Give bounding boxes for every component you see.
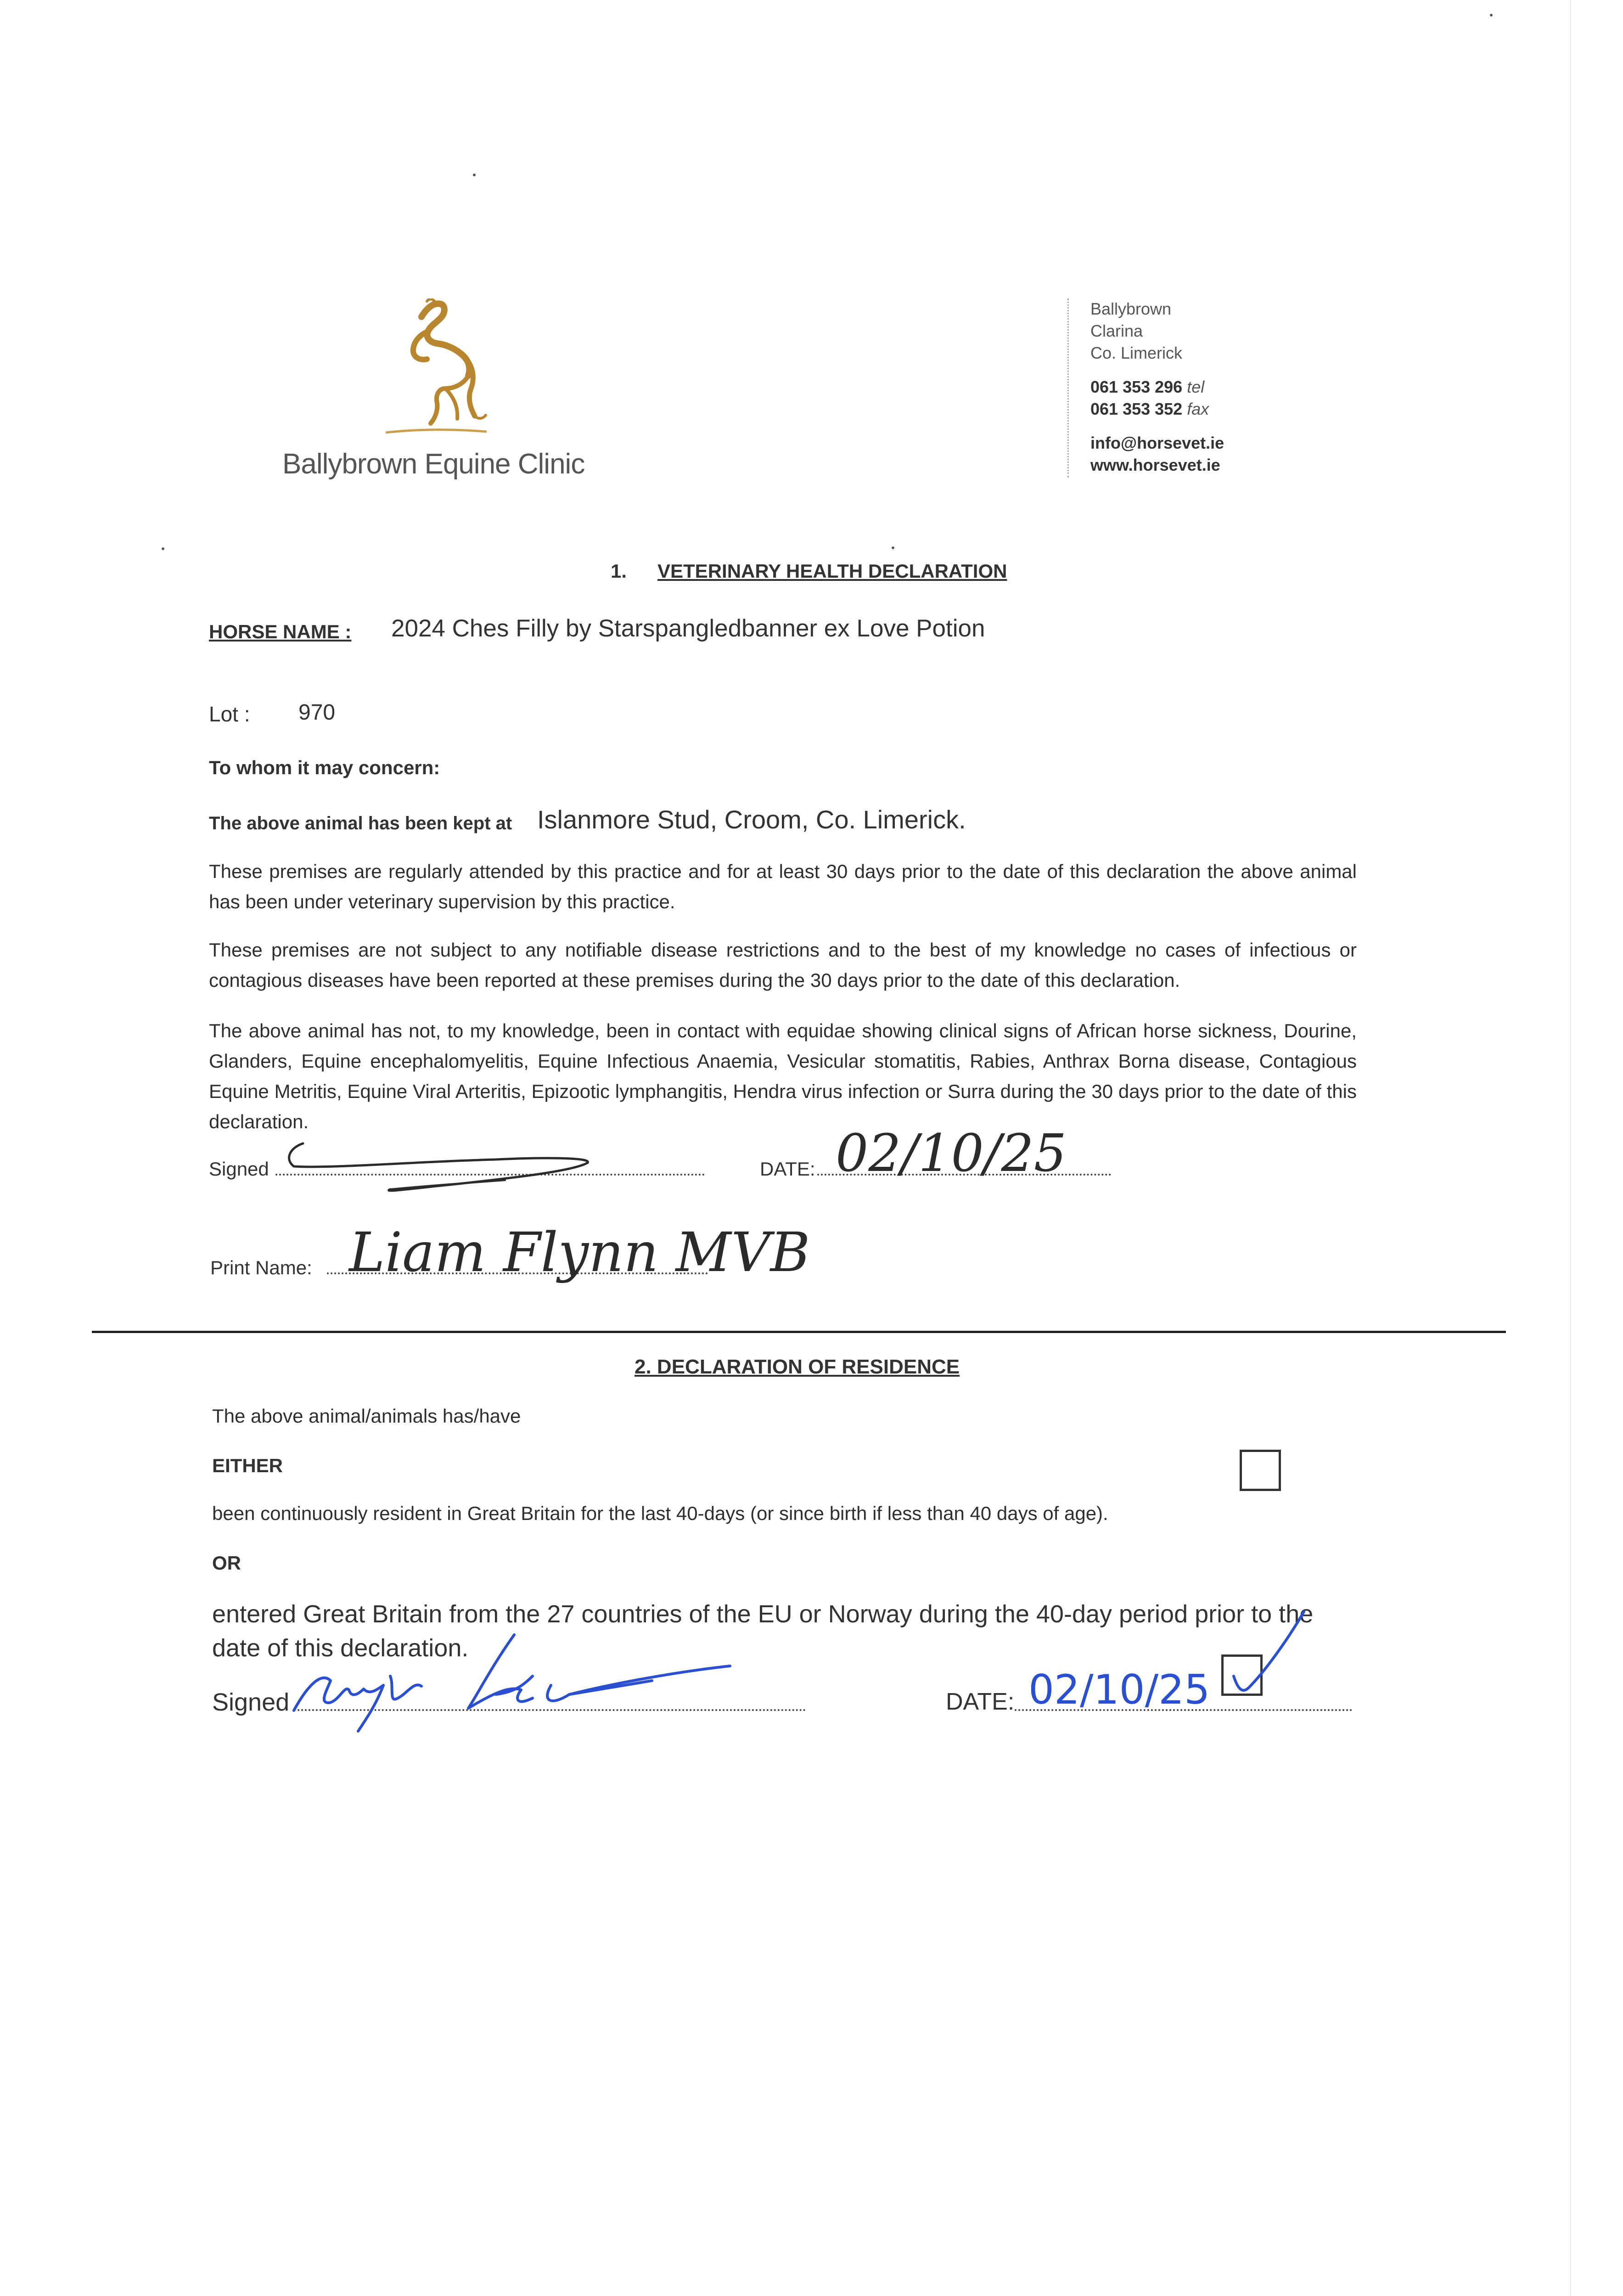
- paragraph-supervision: These premises are regularly attended by this practice and for at least 30 days prior to the date of this declaration the above animal has been under veterinary supervision by this practice.: [209, 861, 1357, 912]
- or-label: OR: [212, 1552, 241, 1574]
- signed-label-2: Signed: [212, 1688, 290, 1716]
- date-label: DATE:: [760, 1158, 815, 1180]
- residence-intro: The above animal/animals has/have: [212, 1405, 521, 1427]
- checkmark-icon: [1224, 1603, 1315, 1704]
- salutation: To whom it may concern:: [209, 757, 440, 778]
- scan-speck: [162, 547, 164, 550]
- owner-date-handwritten: [1028, 1662, 1240, 1717]
- section-1-title: VETERINARY HEALTH DECLARATION: [657, 560, 1007, 582]
- paragraph-disease-restrictions: These premises are not subject to any notifiable disease restrictions and to the best of my knowledge no cases of infectious or contagious diseases have been reported at these premises during the 30 days prior to the date of this declaration.: [209, 939, 1357, 991]
- section-divider: [92, 1331, 1506, 1333]
- header-divider: [1067, 298, 1069, 478]
- section-1-number: 1.: [611, 560, 627, 582]
- horse-name-label: HORSE NAME :: [209, 621, 352, 642]
- paragraph-contact-equidae: The above animal has not, to my knowledge, been in contact with equidae showing clinical signs of African horse sickness, Dourine, Glanders, Equine encephalomyelitis, Equine Infectious Anaemia, Vesicular stomatitis, Rabies, Anthrax Borna disease, Contagious Equine Metritis, Equine Viral Arteritis, Epizootic lymphangitis, Hendra virus infection or Surra during the 30 days prior to the date of this declaration.: [209, 1020, 1357, 1132]
- address-line-2: Clarina: [1090, 321, 1143, 340]
- option-2-text: entered Great Britain from the 27 countries of the EU or Norway during the 40-day period prior to the date of this declaration.: [212, 1600, 1314, 1662]
- vet-date-text: 02/10/25: [836, 1124, 1067, 1183]
- print-name-label: Print Name:: [210, 1257, 312, 1278]
- email: info@horsevet.ie: [1090, 433, 1224, 452]
- fax-label: fax: [1187, 400, 1209, 418]
- telephone-label: tel: [1187, 377, 1205, 396]
- option-1-checkbox[interactable]: [1240, 1450, 1281, 1491]
- scan-edge-line: [1570, 0, 1571, 2296]
- signed-label: Signed: [209, 1158, 269, 1180]
- option-1-text: been continuously resident in Great Britain for the last 40-days (or since birth if less than 40 days of age).: [212, 1503, 1108, 1524]
- owner-date-text: 02/10/25: [1028, 1666, 1210, 1713]
- horse-logo-icon: [376, 298, 496, 436]
- vet-date-handwritten: [836, 1124, 1129, 1183]
- address-line-1: Ballybrown: [1090, 299, 1172, 318]
- print-name-handwritten: [349, 1217, 836, 1286]
- website: www.horsevet.ie: [1090, 456, 1220, 474]
- lot-value: 970: [298, 700, 336, 725]
- fax-number: 061 353 352: [1090, 400, 1183, 418]
- print-name-text: Liam Flynn MVB: [349, 1221, 810, 1284]
- horse-name-value: 2024 Ches Filly by Starspangledbanner ex Love Potion: [391, 615, 985, 642]
- address-line-3: Co. Limerick: [1090, 343, 1183, 362]
- either-label: EITHER: [212, 1455, 283, 1476]
- vet-signature: [275, 1134, 606, 1203]
- telephone-number: 061 353 296: [1090, 377, 1183, 396]
- kept-at-label: The above animal has been kept at: [209, 813, 512, 833]
- telephone: [1090, 377, 1204, 397]
- scan-speck: [892, 546, 894, 549]
- section-2-title: 2. DECLARATION OF RESIDENCE: [635, 1356, 960, 1378]
- lot-label: Lot :: [209, 702, 250, 726]
- date-label-2: DATE:: [946, 1688, 1015, 1715]
- fax: [1090, 400, 1209, 419]
- owner-signature: [275, 1616, 762, 1736]
- scan-speck: [473, 174, 476, 176]
- clinic-name: Ballybrown Equine Clinic: [282, 448, 585, 480]
- scan-speck: [1490, 14, 1493, 17]
- kept-at-value: Islanmore Stud, Croom, Co. Limerick.: [537, 805, 966, 834]
